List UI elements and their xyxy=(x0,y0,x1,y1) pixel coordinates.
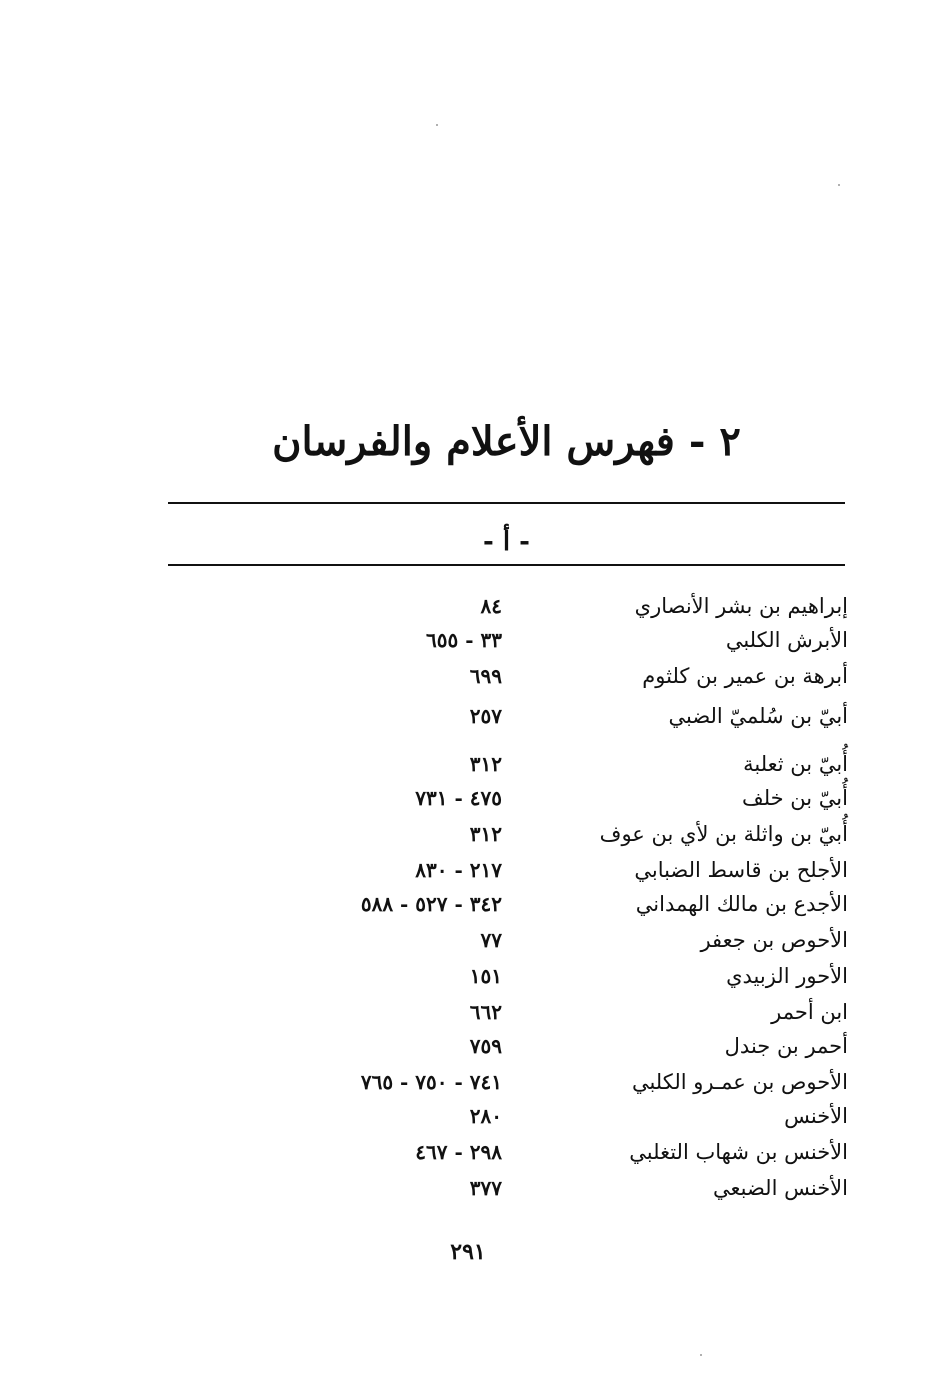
entry-name: الأخنس الضبعي xyxy=(713,1176,848,1200)
bottom-rule xyxy=(168,564,845,566)
entry-name: الأبرش الكلبي xyxy=(725,628,848,652)
index-entry xyxy=(168,1134,848,1170)
entry-pages: ٣١٢ xyxy=(469,822,502,846)
entry-name: الأحور الزبيدي xyxy=(726,964,848,988)
entry-pages: ٢٩٨ - ٤٦٧ xyxy=(415,1140,502,1164)
index-entry xyxy=(168,780,848,816)
index-entry xyxy=(168,658,848,694)
entry-name: الأحوص بن عمـرو الكلبي xyxy=(631,1070,848,1094)
index-entry xyxy=(168,1170,848,1206)
entry-name: ابن أحمر xyxy=(771,1000,848,1024)
entry-name: إبراهيم بن بشر الأنصاري xyxy=(634,594,848,618)
entry-name: أُبيّ بن خلف xyxy=(741,786,848,810)
entry-pages: ٣٣ - ٦٥٥ xyxy=(426,628,502,652)
entry-pages: ٤٧٥ - ٧٣١ xyxy=(415,786,502,810)
entry-pages: ٧٧ xyxy=(480,928,502,952)
entry-pages: ٢١٧ - ٨٣٠ xyxy=(415,858,502,882)
entry-name: أحمر بن جندل xyxy=(724,1034,848,1058)
index-entry xyxy=(168,1064,848,1100)
index-entry xyxy=(168,886,848,922)
entry-pages: ٦٩٩ xyxy=(469,664,502,688)
entry-name: الأخنس بن شهاب التغلبي xyxy=(629,1140,848,1164)
index-entry xyxy=(168,1028,848,1064)
entry-pages: ٣١٢ xyxy=(469,752,502,776)
index-entry xyxy=(168,588,848,624)
top-rule xyxy=(168,502,845,504)
entry-name: الأخنس xyxy=(784,1104,848,1128)
entry-pages: ١٥١ xyxy=(469,964,502,988)
index-entry xyxy=(168,622,848,658)
entry-pages: ٣٤٢ - ٥٢٧ - ٥٨٨ xyxy=(360,892,502,916)
scan-speck xyxy=(700,1354,702,1356)
index-entry xyxy=(168,994,848,1030)
index-entry xyxy=(168,852,848,888)
entry-pages: ٦٦٢ xyxy=(469,1000,502,1024)
entry-pages: ٢٥٧ xyxy=(469,704,502,728)
section-letter-heading: - أ - xyxy=(483,527,530,557)
index-entry xyxy=(168,958,848,994)
index-entry xyxy=(168,922,848,958)
entry-name: الأجدع بن مالك الهمداني xyxy=(635,892,848,916)
page-number: ٢٩١ xyxy=(450,1239,486,1265)
entry-name: أُبيّ بن ثعلبة xyxy=(743,752,848,776)
scan-speck xyxy=(436,124,438,126)
entry-name: أبيّ بن سُلميّ الضبي xyxy=(668,704,848,728)
entry-pages: ٣٧٧ xyxy=(469,1176,502,1200)
entry-name: أُبيّ بن واثلة بن لأي بن عوف xyxy=(599,822,848,846)
index-entry xyxy=(168,698,848,734)
entry-name: الأجلح بن قاسط الضبابي xyxy=(634,858,848,882)
entry-name: أبرهة بن عمير بن كلثوم xyxy=(642,664,848,688)
entry-pages: ٧٥٩ xyxy=(469,1034,502,1058)
scan-speck xyxy=(838,184,840,186)
index-entry xyxy=(168,816,848,852)
entry-pages: ٢٨٠ xyxy=(469,1104,502,1128)
entry-pages: ٨٤ xyxy=(480,594,502,618)
index-entry xyxy=(168,1098,848,1134)
entry-pages: ٧٤١ - ٧٥٠ - ٧٦٥ xyxy=(360,1070,502,1094)
entry-name: الأحوص بن جعفر xyxy=(700,928,848,952)
index-entry xyxy=(168,746,848,782)
index-title: ٢ - فهرس الأعلام والفرسان xyxy=(272,418,741,465)
